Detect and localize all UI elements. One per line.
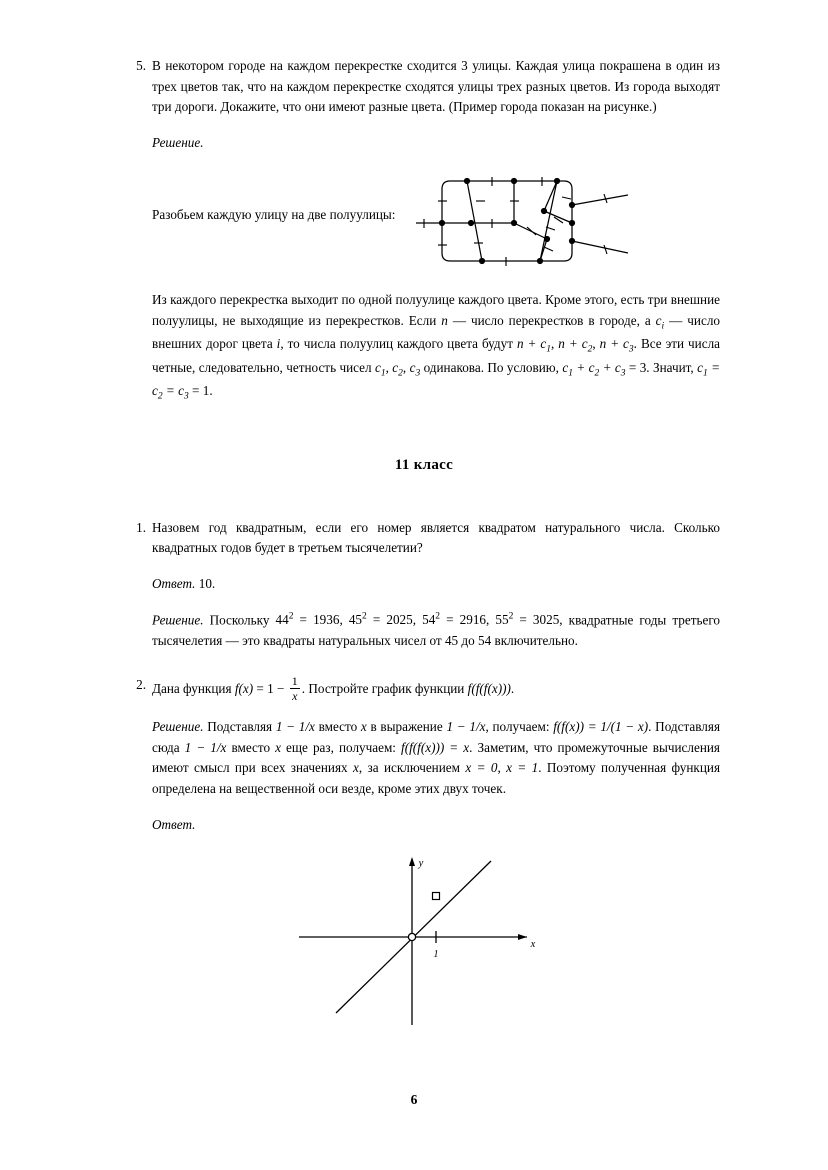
- proof-cond-plus2: + c: [599, 359, 621, 375]
- proof-concl-sub1: 1: [702, 368, 708, 379]
- p2-var-x-2: x: [275, 739, 281, 755]
- problem-2-statement: [152, 675, 720, 702]
- problem-1-solution-p1: Поскольку: [203, 611, 276, 627]
- proof-concl-eq3: = 1.: [188, 383, 213, 399]
- p2-sol-4: , получаем:: [485, 719, 554, 735]
- proof-cond-sub1: 1: [568, 368, 573, 379]
- proof-cond-eq: = 3: [625, 359, 647, 375]
- p2-sol-9: , за исключением: [358, 760, 466, 776]
- sq1-exp: 2: [288, 611, 294, 622]
- proof-text-3: — число внешних дорог цвета: [152, 312, 721, 352]
- page-number: 6: [410, 1092, 418, 1107]
- problem-2-solution: [152, 717, 720, 799]
- p2-expr-2: 1 − 1/x: [446, 719, 486, 735]
- p2-expr-1: 1 − 1/x: [275, 719, 315, 735]
- p2-sol-1: Подставляя: [203, 719, 276, 735]
- problem-1-answer: [152, 574, 720, 595]
- p2-sol-2: вместо: [314, 719, 361, 735]
- proof-text-2: — число перекрестков в городе, а: [447, 312, 656, 328]
- p2-sol-5: . Подставляя сюда: [152, 719, 721, 755]
- sq4-val: = 3025,: [513, 611, 569, 627]
- problem-1: [128, 518, 720, 651]
- sq1-val: = 1936,: [293, 611, 349, 627]
- proof-cond-sub3: 3: [620, 368, 626, 379]
- problem-5-figure-text: Разобьем каждую улицу на две полуулицы:: [152, 207, 396, 223]
- problem-1-answer-value: 10.: [198, 575, 216, 591]
- proof-text-5: . Все эти числа четные, следовательно, четность чисел: [152, 336, 721, 375]
- sq3-exp: 2: [435, 611, 441, 622]
- sq2-base: 45: [348, 611, 363, 627]
- proof-c2-sub: 2: [398, 368, 403, 379]
- problem-2-statement-b: . Постройте график функции: [301, 681, 468, 697]
- problem-5-number: 5.: [136, 58, 146, 73]
- proof-cond-c: c: [562, 359, 569, 375]
- problem-2-answer-label: Ответ.: [152, 816, 196, 832]
- p2-sol-8: . Заметим, что промежуточные вычисления имеют смысл при всех значениях: [152, 739, 720, 776]
- p2-sol-11: . Поэтому полученная функция определена на вещественной оси везде, кроме этих двух точек.: [152, 760, 721, 796]
- problem-5-solution-label: Решение.: [152, 134, 204, 150]
- proof-expr-3: n + c: [599, 336, 629, 352]
- problem-2-statement-c: .: [510, 681, 515, 697]
- sq1-base: 44: [275, 611, 289, 627]
- problem-2-solution-label: Решение.: [152, 719, 204, 735]
- p2-excluded-1: x = 0: [465, 760, 498, 776]
- proof-concl-c1: c: [697, 359, 703, 375]
- proof-cond-sub2: 2: [594, 368, 600, 379]
- fraction-denominator: x: [292, 689, 298, 704]
- sq3-base: 54: [422, 611, 436, 627]
- problem-1-number: 1.: [136, 519, 146, 535]
- excluded-point-origin: [408, 934, 415, 941]
- problem-2: [128, 675, 720, 835]
- problem-1-solution: [152, 610, 720, 652]
- proof-c2: c: [392, 359, 399, 375]
- x-axis-label: x: [530, 939, 536, 951]
- proof-c1: c: [374, 359, 381, 375]
- section-heading-11-class: 11 класс: [394, 456, 454, 473]
- x-axis-arrow: [518, 934, 527, 940]
- problem-2-number: 2.: [136, 677, 146, 693]
- p2-var-x-1: x: [360, 719, 367, 735]
- sq4-base: 55: [495, 611, 509, 627]
- proof-concl-eq2: = c: [162, 383, 184, 399]
- problem-5-figure-row: [152, 167, 720, 275]
- sq2-val: = 2025,: [366, 611, 423, 627]
- proof-c1-sub: 1: [380, 368, 386, 379]
- problem-1-statement: Назовем год квадратным, если его номер является квадратом натурального числа. Сколько квадратных годов будет в третьем тысячелетии?: [152, 519, 720, 556]
- proof-var-i: i: [276, 336, 281, 352]
- proof-concl-sub2: 2: [157, 391, 163, 402]
- proof-text-7: . Значит,: [646, 359, 698, 375]
- sq4-exp: 2: [508, 611, 514, 622]
- p2-sol-3: в выражение: [366, 719, 447, 735]
- p2-sol-7: еще раз, получаем:: [280, 739, 402, 755]
- proof-expr-3-sub: 3: [628, 345, 634, 356]
- proof-c3-sub: 3: [415, 368, 421, 379]
- proof-expr-1-sub: 1: [546, 345, 552, 356]
- problem-2-fx: f(x): [234, 681, 254, 697]
- proof-text-6: одинакова. По условию,: [420, 359, 563, 375]
- fraction-numerator: 1: [291, 674, 298, 689]
- sq3-val: = 2916,: [440, 611, 496, 627]
- p2-sol-10: ,: [497, 760, 507, 776]
- problem-1-solution-p2: квадратные годы третьего тысячелетия — это квадраты натуральных чисел от 45 до 54 включительно.: [152, 611, 721, 648]
- proof-expr-1: n + c: [516, 336, 547, 352]
- function-plot-figure: [128, 847, 720, 1037]
- proof-concl-sub3: 3: [183, 391, 189, 402]
- problem-2-fffx: f(f(f(x))): [467, 681, 511, 697]
- x-tick-label-1: 1: [433, 949, 439, 961]
- problem-1-answer-label: Ответ.: [152, 575, 196, 591]
- proof-var-ci-sub: i: [661, 321, 665, 332]
- problem-2-statement-a: Дана функция: [152, 681, 235, 697]
- problem-5: [128, 56, 720, 405]
- proof-var-ci: c: [655, 312, 662, 328]
- proof-cond-plus1: + c: [572, 359, 595, 375]
- p2-var-x-3: x: [353, 760, 359, 776]
- function-plot-svg: [299, 847, 549, 1037]
- p2-result-1: f(f(x)) = 1/(1 − x): [553, 719, 649, 735]
- proof-concl-eq1: = c: [152, 359, 721, 399]
- p2-excluded-2: x = 1: [506, 760, 539, 776]
- p2-sol-6: вместо: [226, 739, 276, 755]
- p2-result-2: f(f(f(x))) = x: [401, 739, 470, 755]
- y-axis-arrow: [409, 857, 415, 866]
- proof-expr-2-sub: 2: [587, 345, 593, 356]
- problem-5-proof: Из каждого перекрестка выходит по одной полуулице каждого цвета. Кроме этого, есть три внешние полуулицы, не выходящие из перекрестков. Если n — число перекрестков в городе, а $c_i$ — число внешних дорог цвета i, то числа полуулиц каждого цвета будут $n + c_1$, $n + c_2$, $n + c_3$. Все эти числа четные, следовательно, четность чисел $c_1$, $c_2$, $c_3$ одинакова. По условию, $c_1 + c_2 + c_3 = 3$. Значит, $c_1 = c_2 = c_3 = 1$.: [152, 292, 721, 402]
- proof-text-1: Из каждого перекрестка выходит по одной полуулице каждого цвета. Кроме этого, есть три внешние полуулицы, не выходящие из перекрестков. Если: [152, 292, 720, 328]
- excluded-point-one-one: [433, 893, 440, 900]
- proof-text-4: , то числа полуулиц каждого цвета будут: [280, 336, 517, 352]
- city-graph-figure: [402, 167, 720, 275]
- fraction-one-over-x: [290, 675, 300, 702]
- y-axis-label: y: [418, 858, 424, 870]
- problem-5-statement: В некотором городе на каждом перекрестке сходится 3 улицы. Каждая улица покрашена в один из трех цветов так, что на каждом перекрестке сходятся улицы трех разных цветов. Из города выходят три дороги. Докажите, что они имеют разные цвета. (Пример города показан на рисунке.): [152, 58, 720, 115]
- sq2-exp: 2: [362, 611, 367, 622]
- proof-var-n: n: [441, 312, 448, 328]
- proof-c3: c: [409, 359, 416, 375]
- problem-2-eq: = 1 −: [253, 681, 288, 697]
- p2-expr-3: 1 − 1/x: [184, 739, 227, 755]
- proof-expr-2: n + c: [558, 336, 588, 352]
- problem-1-solution-label: Решение.: [152, 611, 204, 627]
- city-graph-svg: [414, 167, 634, 275]
